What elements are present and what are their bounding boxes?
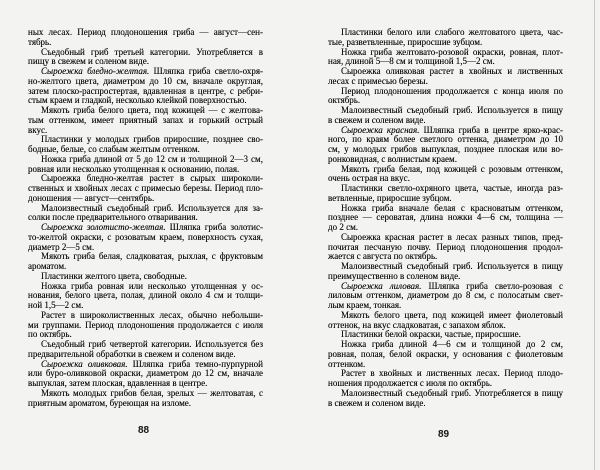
line-text: Мякоть гриба белая, под кожицей с розовым оттенком, [341, 163, 563, 174]
paragraph [328, 340, 563, 369]
paragraph [328, 28, 563, 48]
paragraph [28, 48, 263, 68]
line-text: см, у молодых грибов выпуклая, позднее плоская или во- [328, 144, 563, 154]
species-name: Сыроежка оливковая. [41, 358, 128, 369]
line-text: нования, белого цвета, полая, длиной около 4 см и толщи- [28, 290, 263, 301]
line-text: тябрь. [28, 36, 52, 47]
paragraph [28, 223, 263, 252]
page-edge [594, 0, 595, 470]
line-text: ми группами. Период плодоношения продолжается с июля [28, 319, 263, 330]
line-text: Съедобный гриб четвертой категории. Используется без [41, 339, 263, 349]
line-text: оттенком. [328, 358, 366, 369]
species-name: Сыроежка лиловая. [341, 280, 422, 291]
line-text: Мякоть молодых грибов белая, зрелых — желтоватая, с [41, 387, 263, 398]
line-text: Ножка гриба ровная или несколько утолщенная у ос- [41, 280, 263, 291]
line-text: Пластинки желтого цвета, свободные. [41, 270, 187, 281]
line-text: доношения — август—сентябрь. [28, 192, 155, 203]
text-line [328, 87, 563, 97]
line-text: оттенок, на вкус сладковатая, с запахом яблок. [328, 319, 506, 330]
species-name: Сыроежка красная. [341, 124, 420, 135]
paragraph [328, 233, 563, 262]
line-text: затем плоско-распростертая, вдавленная в центре, с ребри- [28, 85, 263, 96]
line-text: выпуклая, затем плоская, вдавленная в центре. [28, 378, 208, 388]
paragraph [328, 389, 563, 409]
paragraph [28, 28, 263, 48]
line-text: пищу в свежем и соленом виде. [28, 56, 149, 67]
line-text: Мякоть белого цвета, под кожицей имеет фиолетовый [341, 309, 563, 320]
line-text: ровная или несколько утолщенная к основанию, полая. [28, 163, 240, 174]
species-name: Сыроежка бледно-желтая. [41, 66, 150, 76]
line-text: Растет в хвойных и лиственных лесах. Период плодо- [341, 368, 563, 379]
page-number-left: 88 [138, 425, 150, 436]
paragraph [328, 67, 563, 87]
line-text: ная, длиной 5—8 см и толщиной 1,5—2 см. [328, 56, 495, 67]
right-page-text [328, 28, 563, 408]
line-text: в свежем и соленом виде. [328, 397, 426, 408]
line-text: лым краем, тонкая. [328, 300, 402, 310]
paragraph [328, 87, 563, 107]
paragraph [328, 369, 563, 389]
line-text: тым оттенком, имеет приятный запах и горький острый [28, 114, 263, 125]
line-text: Ножка гриба длиной от 5 до 12 см и толщиной 2—3 см, [41, 153, 263, 164]
paragraph [28, 67, 263, 106]
line-text: Пластинки белой окраски, частые, приросшие. [341, 329, 521, 340]
text-line [328, 213, 563, 223]
line-text: ной 1,5—2 см. [28, 300, 84, 310]
line-text: ровная, полая, белой окраски, у основания с фиолетовым [328, 348, 563, 359]
species-name: Сыроежка золотисто-желтая. [41, 222, 166, 232]
paragraph [328, 106, 563, 126]
paragraph [28, 106, 263, 135]
line-text: до 2 см. [328, 222, 359, 232]
text-line [28, 116, 263, 126]
line-text: ароматом. [28, 261, 67, 271]
line-text: ветвленные, приросшие зубцом. [328, 192, 452, 203]
line-text: Малоизвестный съедобный гриб. Используется в пищу [341, 105, 563, 115]
line-text: Сыроежка оливковая растет в хвойных и лиственных [341, 66, 563, 76]
page-number-right: 89 [438, 429, 450, 440]
text-line [28, 399, 263, 409]
line-text: Малоизвестный съедобный гриб. Употребляется в пищу [341, 387, 563, 398]
paragraph [28, 252, 263, 272]
line-text: Съедобный гриб третьей категории. Употребляется в [41, 46, 263, 57]
line-text: Ножка гриба вначале белая с красноватым оттенком, [341, 202, 563, 213]
line-text: Шляпка гриба светло-охря- [149, 66, 264, 76]
line-text: Сыроежка красная растет в лесах разных типов, пред- [341, 231, 563, 242]
paragraph [328, 184, 563, 204]
line-text: позднее — сероватая, длина ножки 4—6 см, толщина — [328, 212, 563, 223]
line-text: приятным ароматом, буреющая на изломе. [28, 397, 192, 408]
left-page-text [28, 28, 263, 408]
paragraph [328, 165, 563, 185]
line-text: очень острая на вкус. [328, 173, 410, 184]
line-text: по октябрь. [28, 329, 72, 340]
line-text: преимущественно в соленом виде. [328, 270, 461, 281]
line-text: почитая песчаную почву. Период плодоношения продол- [328, 241, 563, 252]
paragraph [328, 282, 563, 311]
line-text: жается с августа по октябрь. [328, 251, 438, 262]
line-text: предварительной обработки в свежем и соленом виде. [28, 348, 236, 359]
paragraph [328, 311, 563, 331]
line-text: бодные, белые, со слабым желтым оттенком. [28, 144, 200, 154]
text-line [328, 399, 563, 409]
paragraph [328, 48, 563, 68]
line-text: Шляпка гриба темно-пурпурной [127, 358, 264, 369]
line-text: Сыроежка бледно-желтая растет в сырых широколи- [41, 173, 263, 184]
line-text: то-желтой окраски, с розоватым краем, поверхность сухая, [28, 231, 263, 242]
line-text: Шляпка гриба золотис- [165, 222, 263, 232]
paragraph [328, 262, 563, 282]
line-text: ного, по краям более светлого оттенка, диаметром до 10 [328, 134, 563, 145]
line-text: вкус. [28, 124, 48, 135]
line-text: диаметр 2—5 см. [28, 241, 95, 252]
text-line [28, 28, 263, 38]
line-text: ношения продолжается с июля по октябрь. [328, 378, 493, 388]
line-text: Мякоть гриба белая, сладковатая, рыхлая, с фруктовым [41, 251, 263, 262]
line-text: или буро-оливковой окраски, диаметром до 12 см, вначале [28, 368, 263, 379]
paragraph [28, 311, 263, 340]
line-text: Шляпка гриба светло-розовая с [421, 280, 564, 291]
paragraph [28, 135, 263, 155]
line-text: в свежем и соленом виде. [328, 114, 426, 125]
paragraph [28, 282, 263, 311]
paragraph [28, 174, 263, 203]
line-text: ронковидная, с волнистым краем. [328, 153, 457, 164]
paragraph [28, 204, 263, 224]
line-text: солки после предварительного отваривания. [28, 212, 198, 223]
paragraph [28, 155, 263, 175]
line-text: стым краем и гладкой, несколько клейкой поверхностью. [28, 95, 247, 106]
line-text: Малоизвестный съедобный гриб. Используется в пищу [341, 261, 563, 271]
line-text: Период плодоношения продолжается с конца июля по [341, 85, 563, 96]
line-text: Шляпка гриба в центре ярко-крас- [419, 124, 563, 135]
line-text: Ножка гриба желтовато-розовой окраски, ровная, плот- [341, 46, 563, 57]
line-text: ственных и хвойных лесах с примесью березы. Период пло- [28, 183, 263, 193]
paragraph [328, 126, 563, 165]
line-text: Растет в широколиственных лесах, обычно небольши- [41, 309, 263, 320]
line-text: лиловым оттенком, диаметром до 8 см, с полосатым свет- [328, 290, 563, 301]
line-text: Пластинки у молодых грибов приросшие, позднее сво- [41, 134, 263, 145]
line-text: Мякоть гриба белого цвета, под кожицей — с желтова- [41, 105, 263, 115]
line-text: Пластинки белого или слабого желтоватого цвета, час- [341, 27, 563, 37]
paragraph [28, 360, 263, 389]
line-text: Ножка гриба длиной 4—6 см и толщиной до 2 см, [341, 339, 563, 349]
line-text: Малоизвестный съедобный гриб. Используется для за- [41, 202, 263, 213]
paragraph [28, 389, 263, 409]
line-text: октябрь. [328, 95, 361, 106]
line-text: Пластинки светло-охряного цвета, частые, иногда раз- [341, 183, 563, 193]
line-text: но-желтого цвета, диаметром до 10 см, вначале округлая, [28, 75, 263, 86]
paragraph [28, 340, 263, 360]
paragraph [328, 204, 563, 233]
line-text: тые, разветвленные, приросшие зубцом. [328, 36, 483, 47]
line-text: ных лесах. Период плодоношения гриба — август—сен- [28, 27, 263, 37]
line-text: лесах с примесью березы. [328, 75, 428, 86]
